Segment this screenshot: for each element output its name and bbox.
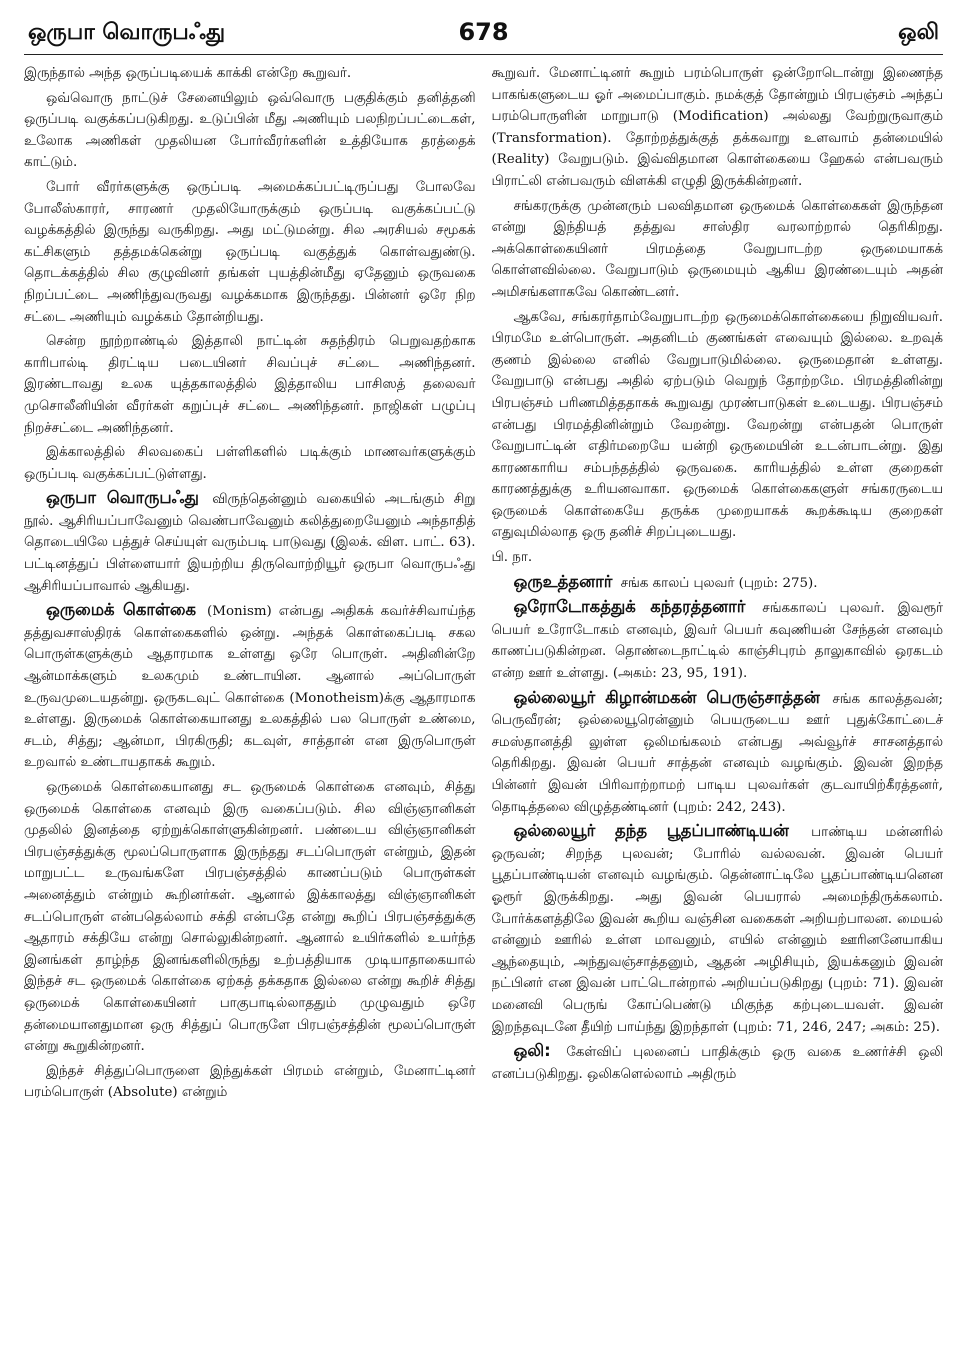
page-header	[24, 14, 943, 55]
entry-headword: ஒல்லையூர் கிழான்மகன் பெருஞ்சாத்தன்	[513, 687, 820, 707]
entry-headword: ஒருபா வொருபஃது	[46, 488, 199, 508]
paragraph: போர் வீரர்களுக்கு ஒருப்படி அமைக்கப்பட்டிருப்பது போலவே போலீஸ்காரர், சாரணர் முதலியோருக்கும் ஒருப்படி வகுக்கப்பட்டு வழக்கத்தில் இருந்து வருகிறது. அது மட்டுமன்று. சில அரசியல் சமூகக் கட்சிகளும் தத்தமக்கென்று ஒருப்படி வகுத்துக் கொள்வதுண்டு. தொடக்கத்தில் சில குழுவினர் தங்கள் புயத்தின்மீது ஏதேனும் ஒருவகை நிறப்பட்டை அணிந்துவருவது வழக்கமாக இருந்தது. பின்னர் ஒரே நிற சட்டை அணியும் வழக்கம் தோன்றியது.	[24, 179, 476, 325]
paragraph: ஆகவே, சங்கரர்தாம்வேறுபாடற்ற ஒருமைக்கொள்கையை நிறுவியவர். பிரமமே உள்பொருள். அதனிடம் குணங்கள் எவையும் இல்லை. உறவுக் குணம் இல்லை எனில் வேறுபாடுமில்லை. ஒருமைதான் உள்ளது. வேறுபாடு என்பது அதில் ஏற்படும் வெறுந் தோற்றமே. பிரமத்தினின்று பிரபஞ்சம் பரிணமித்ததாகக் கூறுவது முரண்பாடுகள் உடையது. பிரபஞ்சம் என்பது பிரமத்தினின்றும் வேறன்று. வேறன்று என்பதன் பொருள் வேறுபாட்டின் எதிர்மறையே யன்றி ஒருமையின் உடன்பாடன்று. இது காரணகாரிய சம்பந்தத்தில் ஒருவகை. காரியத்தில் உள்ள குறைகள் காரணத்துக்கு உரியனவாகா. ஒருமைக் கொள்கைகளுள் சங்கரருடைய ஒருமைக் கொள்கையே தருக்க முறையாகக் கூறக்கூடிய குறைகள் எதுவுமில்லாத ஒரு தனிச் சிறப்புடையது.	[491, 309, 943, 541]
left-column	[24, 63, 476, 1353]
entry-body: கேள்விப் புலனைப் பாதிக்கும் ஒரு வகை உணர்ச்சி ஒலி எனப்படுகிறது. ஒலிகளெல்லாம் அதிரும்	[491, 1045, 943, 1082]
running-head-right: ஒலி	[898, 20, 939, 45]
paragraph: இருந்தால் அந்த ஒருப்படியைக் காக்கி என்றே கூறுவர்.	[24, 66, 352, 81]
paragraph: ஒருமைக் கொள்கையானது சட ஒருமைக் கொள்கை எனவும், சித்து ஒருமைக் கொள்கை எனவும் இரு வகைப்படும். சில விஞ்ஞானிகள் முதலில் இனத்தை ஏற்றுக்கொள்ளுகின்றனர். பண்டைய விஞ்ஞானிகள் பிரபஞ்சத்துக்கு மூலப்பொருளாக இருந்தது சடப்பொருள் என்றும், இதன் மாறுபட்ட உருவங்களே பிரபஞ்சத்தில் காணப்படும் பொருள்கள் அனைத்தும் என்றும் கூறினர்கள். ஆனால் இக்காலத்து விஞ்ஞானிகள் சடப்பொருள் என்பதெல்லாம் சக்தி என்பதே என்று கூறிப் பிரபஞ்சத்துக்கு ஆதாரம் சக்தியே என்று சொல்லுகின்றனர். ஆனால் உயிர்களில் உயர்ந்த இனங்கள் தாழ்ந்த இனங்களிலிருந்து உற்பத்தியாக முடியாதாகையால் இந்தச் சட ஒருமைக் கொள்கை ஏற்கத் தக்கதாக இல்லை என்று கூறிச் சித்து ஒருமைக் கொள்கையினர் பாகுபாடில்லாததும் முழுவதும் ஒரே தன்மையானதுமான ஒரு சித்துப் பொருளே பிரபஞ்சத்தின் மூலப்பொருள் என்று கூறுகின்றனர்.	[24, 780, 476, 1055]
entry-body: பாண்டிய மன்னரில் ஒருவன்; சிறந்த புலவன்; போரில் வல்லவன். இவன் பெயர் பூதப்பாண்டியன் எனவும் வழங்கும். தென்னாட்டிலே பூதப்பாண்டியனென ஓரூர் இருக்கிறது. அது இவன் பெயரால் அமைந்திருக்கலாம். போர்க்களத்திலே இவன் கூறிய வஞ்சின வகைகள் அறியற்பாலன. மையல் என்னும் ஊரில் உள்ள மாவனும், எயில் என்னும் ஊரினனேயாகிய ஆந்தையும், அந்துவஞ்சாத்தனும், ஆதன் அழிசியும், இயக்கனும் இவன் நட்பினர் என இவன் பாட்டொன்றால் அறியப்படுகிறது (புறம்: 71). இவன் மனைவி பெருங் கோப்பெண்டு மிகுந்த கற்புடையவள். இவன் இறந்தவுடனே தீயிற் பாய்ந்து இறந்தாள் (புறம்: 71, 246, 247; அகம்: 25).	[491, 825, 943, 1035]
entry-headword: ஒருமைக் கொள்கை	[46, 600, 197, 620]
paragraph: இந்தச் சித்துப்பொருளை இந்துக்கள் பிரமம் என்றும், மேனாட்டினர் பரம்பொருள் (Absolute) என்றும்	[24, 1063, 476, 1101]
page-number: 678	[458, 18, 509, 46]
entry-body: சங்க காலப் புலவர் (புறம்: 275).	[620, 575, 818, 591]
entry-headword: ஒல்லையூர் தந்த பூதப்பாண்டியன்	[513, 821, 789, 841]
entry-oruuttanar	[492, 572, 944, 595]
entry-headword: ஒரோடோகத்துக் கந்தரத்தனார்	[513, 597, 746, 617]
entry-monism	[24, 600, 476, 774]
entry-ollaiyur-perunjattan	[492, 688, 944, 819]
running-head-left: ஒருபா வொருபஃது	[28, 20, 226, 45]
entry-headword: ஒலி:	[513, 1041, 551, 1061]
entry-ollaiyur-bhutapandiyan	[492, 821, 944, 1038]
text-columns	[24, 63, 943, 1353]
paragraph: சென்ற நூற்றாண்டில் இத்தாலி நாட்டின் சுதந்திரம் பெறுவதற்காக காரிபால்டி திரட்டிய படையினர் சிவப்புச் சட்டை அணிந்தனர். இரண்டாவது உலக யுத்தகாலத்தில் இத்தாலிய பாசிஸத் தலைவர் முசொலீனியின் வீரர்கள் கறுப்புச் சட்டை அணிந்தனர். நாஜிகள் பழுப்பு நிறச்சட்டை அணிந்தனர்.	[24, 334, 476, 436]
right-column	[492, 63, 944, 1353]
entry-body: சங்ககாலப் புலவர். இவரூர் பெயர் உரோடோகம் எனவும், இவர் பெயர் கவுணியன் சேந்தன் எனவும் காணப்படுகின்றன. தொண்டைநாட்டில் காஞ்சிபுரம் தாலுகாவில் ஒரகடம் என்ற ஊர் உள்ளது. (அகம்: 23, 95, 191).	[491, 601, 943, 682]
paragraph: சங்கரருக்கு முன்னரும் பலவிதமான ஒருமைக் கொள்கைகள் இருந்தன என்று இந்தியத் தத்துவ சாஸ்திர வரலாற்றால் தெரிகிறது. அக்கொள்கையினர் பிரமத்தை வேறுபாடற்ற ஒருமையாகக் கொள்ளவில்லை. வேறுபாடும் ஒருமையும் ஆகிய இரண்டையும் அதன் அமிசங்களாகவே கொண்டனர்.	[491, 198, 943, 300]
paragraph: ஒவ்வொரு நாட்டுச் சேனையிலும் ஒவ்வொரு பகுதிக்கும் தனித்தனி ஒருப்படி வகுக்கப்படுகிறது. உடுப்பின் மீது அணியும் பலநிறப்பட்டைகள், உலோக அணிகள் முதலியன போர்வீரர்களின் உத்தியோக தரத்தைக் காட்டும்.	[24, 90, 476, 171]
entry-oli	[492, 1041, 944, 1085]
paragraph: கூறுவர். மேனாட்டினர் கூறும் பரம்பொருள் ஒன்றோடொன்று இணைந்த பாகங்களுடைய ஓர் அமைப்பாகும். நமக்குத் தோன்றும் பிரபஞ்சம் அந்தப் பரம்பொருளின் மாறுபாடு (Modification) அல்லது வேற்றுருவாகும் (Transformation). தோற்றத்துக்குத் தக்கவாறு உளவாம் தன்மையில் (Reality) வேறுபடும். இவ்விதமான கொள்கையை ஹேகல் என்பவரும் பிராட்லி என்பவரும் விளக்கி எழுதி இருக்கின்றனர்.	[491, 66, 943, 189]
entry-body: விருந்தென்னும் வகையில் அடங்கும் சிறு நூல். ஆசிரியப்பாவேனும் வெண்பாவேனும் கலித்துறையேனும் அந்தாதித் தொடையிலே பத்துச் செய்யுள் வரும்படி பாடுவது (இலக். விள. பாட். 63). பட்டினத்துப் பிள்ளையார் இயற்றிய திருவொற்றியூர் ஒருபா வொருபஃது ஆசிரியப்பாவால் ஆகியது.	[24, 492, 476, 594]
entry-body: (Monism) என்பது அதிகக் கவர்ச்சிவாய்ந்த தத்துவசாஸ்திரக் கொள்கைகளில் ஒன்று. அந்தக் கொள்கைப்படி சகல பொருள்களுக்கும் ஆதாரமாக உள்ளது ஒரே பொருள். அதினின்றே ஆன்மாக்களும் உலகமும் உண்டாயின. ஆனால் அப்பொருள் உருவமுடையதன்று. ஒருகடவுட் கொள்கை (Monotheism)க்கு ஆதாரமாக உள்ளது. இருமைக் கொள்கையானது உலகத்தில் பல பொருள் உண்மை, சடம், சித்து; ஆன்மா, பிரகிருதி; கடவுள், சாத்தான் என இருபொருள் உறவால் உண்டாயதாகக் கூறும்.	[24, 604, 476, 771]
author-signature: பி. நா.	[491, 550, 533, 566]
entry-orupa-vorupahdu	[24, 488, 476, 597]
entry-body: சங்க காலத்தவன்; பெருவீரன்; ஒல்லையூரென்னும் பெயருடைய ஊர் புதுக்கோட்டைச் சமஸ்தானத்தி லுள்ள ஒலிமங்கலம் என்பது அவ்வூர்ச் சாசனத்தால் தெரிகிறது. இவன் பெயர் சாத்தன் எனவும் வழங்கும். இவன் இறந்த பின்னர் இவன் பிரிவாற்றாமற் பாடிய புலவர்கள் குடவாயிற்கீரத்தனர், தொடித்தலை விழுத்தண்டினர் (புறம்: 242, 243).	[491, 691, 943, 815]
entry-orodogattu-kandarattanar	[492, 597, 944, 684]
paragraph: இக்காலத்தில் சிலவகைப் பள்ளிகளில் படிக்கும் மாணவர்களுக்கும் ஒருப்படி வகுக்கப்பட்டுள்ளது.	[24, 445, 476, 482]
entry-headword: ஒருஉத்தனார்	[513, 571, 613, 591]
